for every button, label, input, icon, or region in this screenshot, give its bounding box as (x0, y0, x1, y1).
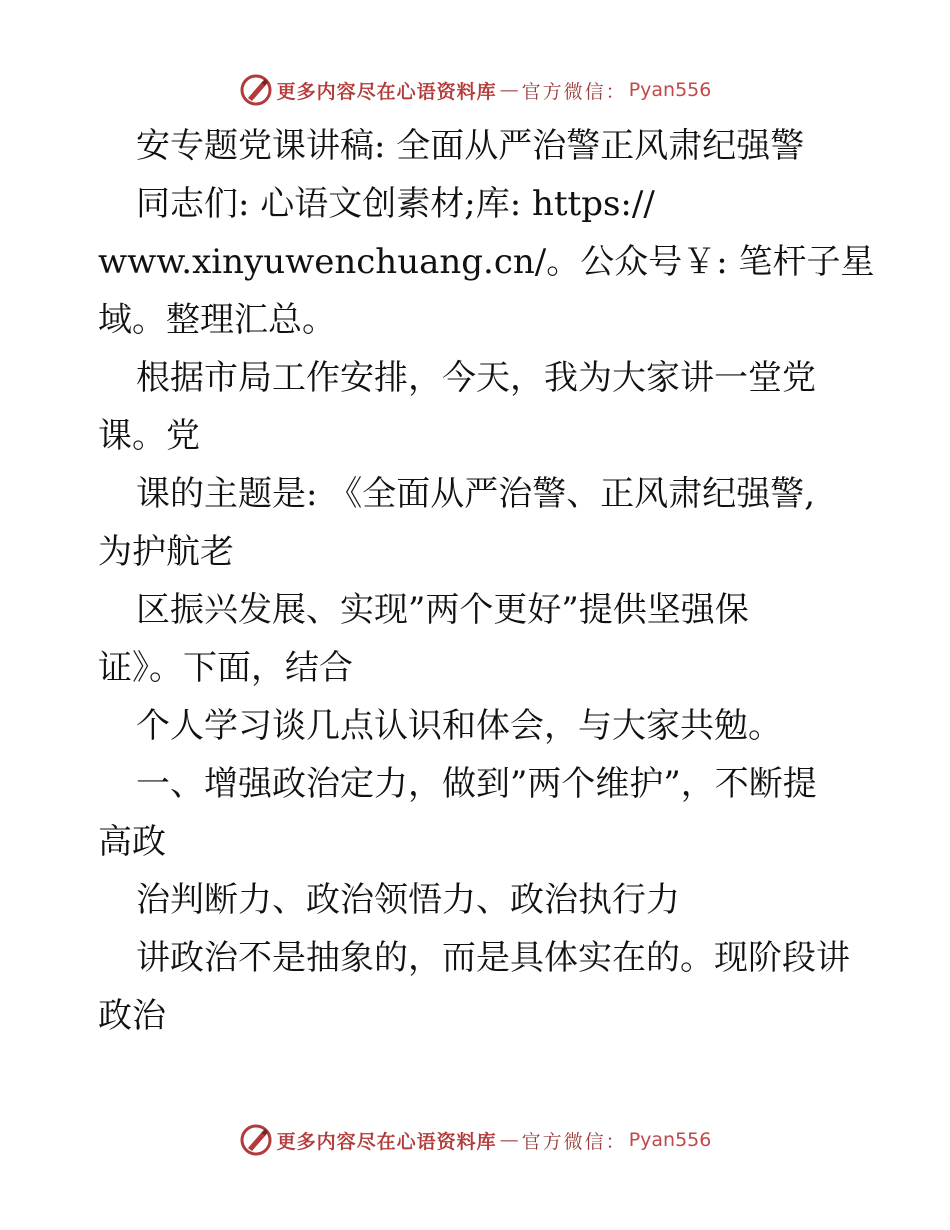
banner-separator: — (499, 1129, 519, 1151)
paragraph-line: 个人学习谈几点认识和体会，与大家共勉。 (136, 706, 782, 746)
section-heading-line: 治判断力、政治领悟力、政治执行力 (136, 880, 680, 920)
section-heading-line: 高政 (98, 822, 166, 862)
footer-watermark-banner (0, 1120, 950, 1160)
document-body (98, 117, 878, 1045)
banner-wechat-id: Pyan556 (628, 79, 712, 101)
pen-circle-logo-icon (239, 73, 273, 107)
section-heading-line: 一、增强政治定力，做到”两个维护”，不断提 (136, 764, 817, 804)
banner-main-text: 更多内容尽在心语资料库 (276, 1130, 497, 1153)
paragraph-line: 根据市局工作安排，今天，我为大家讲一堂党 (136, 358, 816, 398)
paragraph-line: www.xinyuwenchuang.cn/。公众号￥: 笔杆子星 (98, 242, 875, 282)
banner-wechat-label: 官方微信： (521, 1130, 627, 1153)
document-title-line: 安专题党课讲稿: 全面从严治警正风肃纪强警 (136, 126, 805, 166)
banner-wechat-id: Pyan556 (628, 1129, 712, 1151)
paragraph-line: 课的主题是: 《全面从严治警、正风肃纪强警, (136, 474, 816, 514)
paragraph-line: 政治 (98, 996, 166, 1036)
paragraph-line: 课。党 (98, 416, 200, 456)
header-watermark-banner (0, 70, 950, 110)
paragraph-line: 证》。下面，结合 (98, 648, 353, 688)
paragraph-line: 同志们: 心语文创素材;库: https:// (136, 184, 655, 224)
banner-separator: — (499, 79, 519, 101)
paragraph-line: 区振兴发展、实现”两个更好”提供坚强保 (136, 590, 749, 630)
paragraph-line: 为护航老 (98, 532, 234, 572)
banner-wechat-label: 官方微信： (521, 80, 627, 103)
paragraph-line: 域。整理汇总。 (98, 300, 336, 340)
pen-circle-logo-icon (239, 1123, 273, 1157)
banner-main-text: 更多内容尽在心语资料库 (276, 80, 497, 103)
paragraph-line: 讲政治不是抽象的，而是具体实在的。现阶段讲 (136, 938, 850, 978)
